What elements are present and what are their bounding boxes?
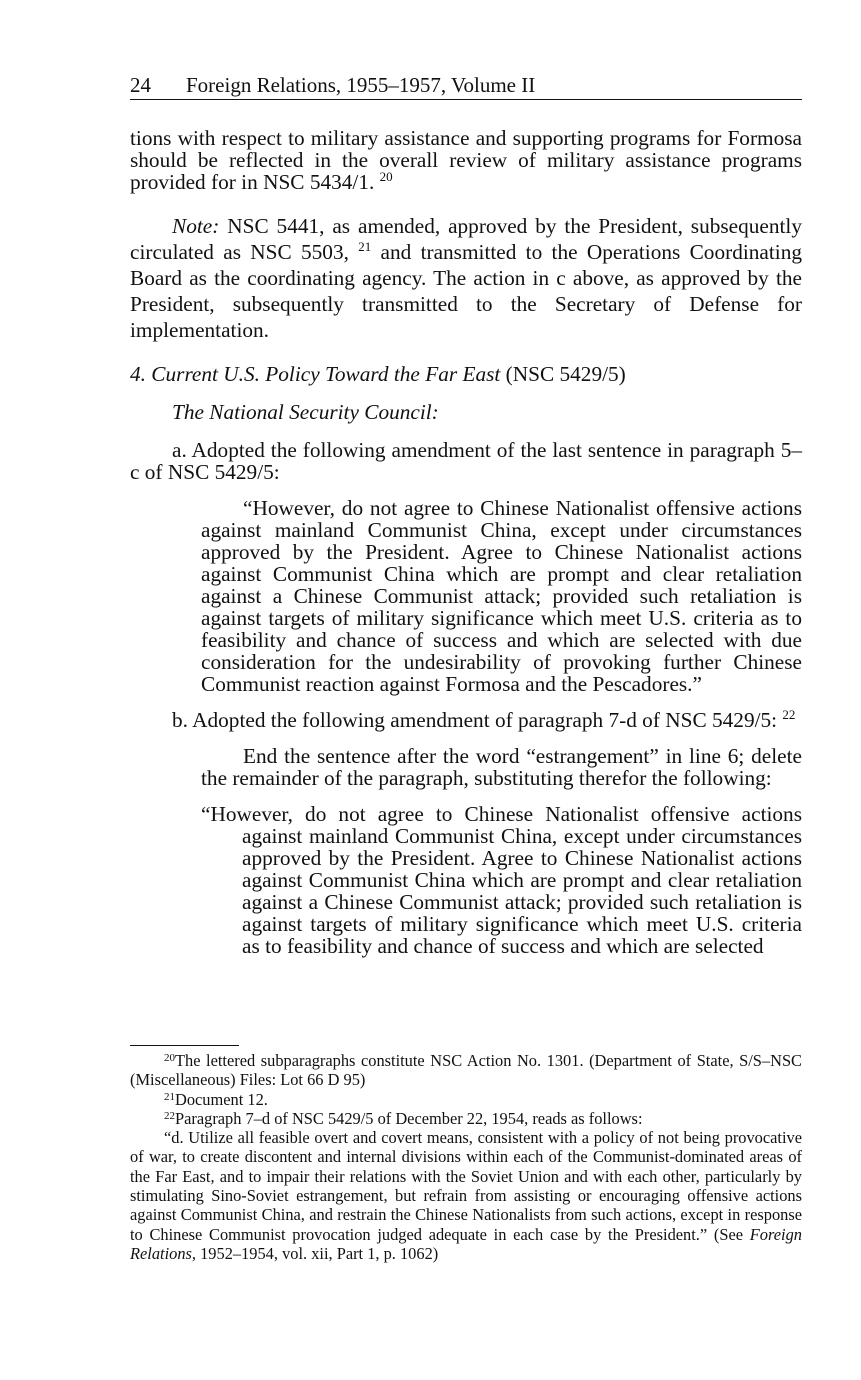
section-title: 4. Current U.S. Policy Toward the Far East (130, 362, 501, 386)
footnote-number: 21 (164, 1090, 175, 1103)
instruction-b: End the sentence after the word “estrangement” in line 6; delete the remainder of the paragraph, substituting therefor the following: (201, 744, 802, 790)
paragraph-a: a. Adopted the following amendment of the last sentence in paragraph 5–c of NSC 5429/5: (130, 438, 802, 484)
running-header (130, 72, 802, 100)
footnotes (130, 1051, 802, 1263)
footnote-text: The lettered subparagraphs constitute NSC Action No. 1301. (Department of State, S/S–NSC (Miscellaneous) Files: Lot 66 D 95) (130, 1051, 802, 1090)
note-paragraph (130, 213, 802, 343)
quote-b: “However, do not agree to Chinese Nationalist offensive actions against mainland Communist China, except under circumstances approved by the President. Agree to Chinese Nationalist actions against Communist China which are prompt and clear retaliation against a Chinese Communist attack; provided such retaliation is against targets of military significance which meet U.S. criteria as to feasibility and chance of success and which are selected (201, 802, 802, 958)
paragraph-b (130, 709, 802, 731)
footnote-22-quote (130, 1128, 802, 1263)
footnote-quote-text: “d. Utilize all feasible overt and covert means, consistent with a policy of not being provocative of war, to create discontent and internal divisions within each of the Communist-dominated areas of the Far East, and to impair their relations with the Soviet Union and with each other, particularly by stimulating Sino-Soviet estrangement, but refrain from assisting or encouraging offensive actions against Communist China, and restrain the Chinese Nationalists from such actions, except in response to Chinese Communist provocation judged adequate in each case by the President.” (See (130, 1128, 802, 1244)
footnote-text: Document 12. (175, 1089, 268, 1109)
footnote-rule (130, 1045, 239, 1046)
footnote-ref-21[interactable]: 21 (358, 239, 372, 254)
paragraph-text: tions with respect to military assistance and supporting programs for Formosa should be reflected in the overall review of military assistance programs provided for in NSC 5434/1. (130, 126, 802, 194)
footnote-number: 22 (164, 1109, 175, 1122)
footnote-source-title: Foreign Relations, (130, 1224, 802, 1263)
note-text: NSC 5441, as amended, approved by the President, subsequently circulated as NSC 5503, (130, 214, 802, 264)
section-heading (130, 361, 802, 387)
footnote-source-detail: 1952–1954, vol. xii, Part 1, p. 1062) (196, 1243, 439, 1263)
page-number: 24 (130, 73, 151, 97)
footnote-ref-20[interactable]: 20 (379, 169, 393, 184)
footnote-22 (130, 1109, 802, 1128)
note-label: Note: (172, 214, 220, 238)
footnote-20 (130, 1051, 802, 1090)
footnote-ref-22[interactable]: 22 (782, 707, 796, 722)
section-ref: (NSC 5429/5) (500, 362, 626, 386)
footnote-number: 20 (164, 1052, 175, 1064)
quote-a: “However, do not agree to Chinese Nationalist offensive actions against mainland Communist China, except under circumstances approved by the President. Agree to Chinese Nationalist actions against Communist China which are prompt and clear retaliation against a Chinese Communist attack; provided such retaliation is against targets of military significance which meet U.S. criteria as to feasibility and chance of success and which are selected with due consideration for the undesirability of provoking further Chinese Communist reaction against Formosa and the Pescadores.” (201, 496, 802, 696)
footnote-21 (130, 1090, 802, 1109)
main-text (130, 127, 802, 957)
footnote-text: Paragraph 7–d of NSC 5429/5 of December 22, 1954, reads as follows: (175, 1108, 643, 1128)
council-heading (130, 399, 802, 425)
paragraph-b-text: b. Adopted the following amendment of paragraph 7-d of NSC 5429/5: (172, 708, 778, 732)
paragraph-continuation (130, 127, 802, 193)
running-title: Foreign Relations, 1955–1957, Volume II (186, 73, 536, 97)
council-label: The National Security Council: (172, 400, 439, 424)
note-text-continued: and transmitted to the Operations Coordinating Board as the coordinating agency. The action in c above, as approved by the President, subsequently transmitted to the Secretary of Defense for implementation. (130, 240, 802, 342)
